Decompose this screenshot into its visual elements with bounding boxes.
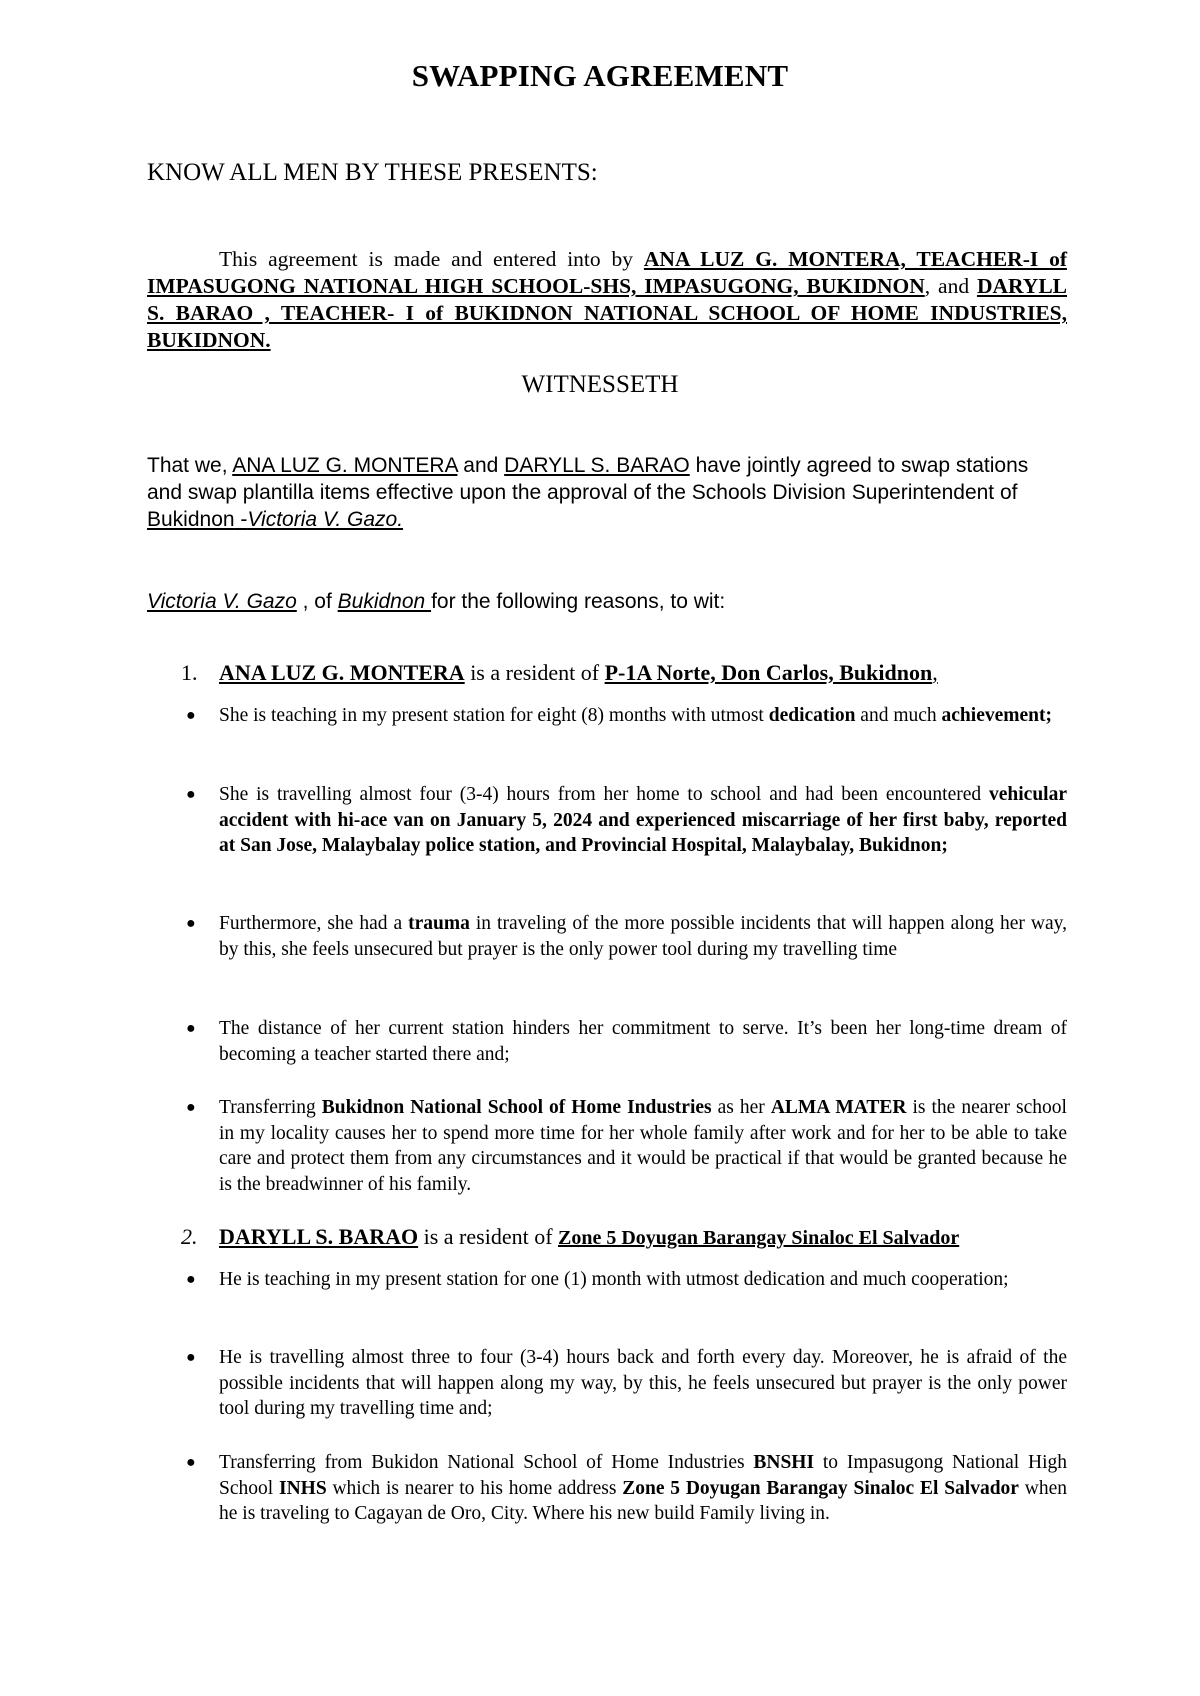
bullet-text-part: She is teaching in my present station for eight (8) months with utmost bbox=[219, 705, 769, 726]
agreement-name-1: ANA LUZ G. MONTERA bbox=[232, 454, 458, 477]
agreement-text-2: and bbox=[457, 454, 505, 477]
intro-text-2: , and bbox=[924, 274, 977, 298]
item-residence: Zone 5 Doyugan Barangay Sinaloc El Salvador bbox=[558, 1227, 960, 1249]
bullet-icon: ● bbox=[186, 1271, 196, 1288]
bullet-text bbox=[219, 1267, 1067, 1293]
bullet-bold-part: vehicular accident with hi-ace van on January 5, 2024 and experienced miscarriage of her first baby, reported at San Jose, Malaybalay police station, and Provincial Hospital, Malaybalay, Bukidnon; bbox=[219, 784, 1067, 856]
bullet-item bbox=[186, 1450, 1067, 1527]
bullet-icon: ● bbox=[186, 1099, 196, 1116]
agreement-name-2: DARYLL S. BARAO bbox=[504, 454, 690, 477]
reasons-line bbox=[147, 588, 1067, 615]
agreement-sds: Victoria V. Gazo. bbox=[247, 508, 404, 531]
bullet-text-part: in traveling of the more possible incidents that will happen along her way, by this, she feels unsecured but prayer is the only power tool during my travelling time bbox=[219, 913, 1067, 960]
agreement-paragraph bbox=[147, 452, 1067, 533]
bullet-bold-part: BNSHI bbox=[753, 1452, 815, 1473]
item-name: DARYLL S. BARAO bbox=[219, 1224, 419, 1249]
bullet-bold-part: Bukidnon National School of Home Industries bbox=[321, 1097, 712, 1118]
bullet-item bbox=[186, 1016, 1067, 1067]
bullet-icon: ● bbox=[186, 786, 196, 803]
bullet-bold-part: Zone 5 Doyugan Barangay Sinaloc El Salvador bbox=[622, 1477, 1019, 1499]
bullet-item bbox=[186, 1345, 1067, 1422]
bullet-icon: ● bbox=[186, 915, 196, 932]
item-name: ANA LUZ G. MONTERA bbox=[219, 660, 465, 685]
bullet-text-part: is the nearer school in my locality causes her to spend more time for her whole family after work and for her to be able to take care and protect them from any circumstances and it would be practical if that would be granted because he is the breadwinner of his family. bbox=[219, 1097, 1067, 1195]
bullet-bold-part: dedication bbox=[768, 705, 856, 726]
bullet-bold-part: INHS bbox=[278, 1477, 327, 1499]
reason-item-1 bbox=[181, 660, 1081, 686]
bullet-item bbox=[186, 703, 1067, 729]
agreement-place: Bukidnon bbox=[147, 508, 235, 531]
bullet-bold-part: trauma bbox=[408, 913, 470, 934]
party2-designation: DARYLL S. BARAO , TEACHER- I of BUKIDNON NATIONAL SCHOOL OF HOME INDUSTRIES, BUKIDNON. bbox=[147, 274, 1067, 352]
agreement-text-3: have jointly agreed to swap stations and swap plantilla items effective upon the approval of the Schools Division Superintendent of bbox=[147, 454, 1029, 504]
bullet-text bbox=[219, 1095, 1067, 1197]
bullet-text bbox=[219, 1345, 1067, 1422]
bullet-item bbox=[186, 782, 1067, 859]
intro-text-1: This agreement is made and entered into by bbox=[219, 247, 644, 271]
reason-item-2 bbox=[181, 1224, 1081, 1250]
bullet-text-part: He is travelling almost three to four (3-4) hours back and forth every day. Moreover, he is afraid of the possible incidents that will happen along my way, by this, he feels unsecured but prayer is the only power tool during my travelling time and; bbox=[219, 1347, 1067, 1419]
bullet-text-part: She is travelling almost four (3-4) hours from her home to school and had been encountered bbox=[219, 784, 989, 805]
document-title: SWAPPING AGREEMENT bbox=[411, 58, 789, 93]
reasons-place: Bukidnon bbox=[337, 590, 432, 613]
bullet-text-part: Transferring bbox=[219, 1097, 322, 1118]
item-text: is a resident of bbox=[464, 660, 605, 685]
bullet-text bbox=[219, 1016, 1067, 1067]
item-number: 1. bbox=[181, 660, 198, 685]
bullet-text-part: which is nearer to his home address bbox=[326, 1477, 623, 1499]
bullet-text bbox=[219, 782, 1067, 859]
item-end: , bbox=[932, 660, 938, 685]
bullet-item bbox=[186, 1267, 1067, 1293]
bullet-text-part: and much bbox=[855, 705, 942, 726]
reasons-text-2: for the following reasons, to wit: bbox=[431, 590, 726, 613]
witnesseth-heading: WITNESSETH bbox=[521, 371, 679, 398]
item-residence: P-1A Norte, Don Carlos, Bukidnon bbox=[604, 660, 933, 685]
know-all-men-heading: KNOW ALL MEN BY THESE PRESENTS: bbox=[147, 159, 598, 186]
bullet-icon: ● bbox=[186, 1020, 196, 1037]
item-text: is a resident of bbox=[418, 1224, 559, 1249]
reasons-sds: Victoria V. Gazo bbox=[147, 590, 297, 613]
bullet-bold-part: ALMA MATER bbox=[770, 1097, 907, 1118]
item-number: 2. bbox=[181, 1224, 198, 1249]
bullet-text-part: as her bbox=[711, 1097, 771, 1118]
bullet-icon: ● bbox=[186, 1349, 196, 1366]
bullet-text bbox=[219, 1450, 1067, 1527]
bullet-bold-part: achievement; bbox=[941, 705, 1052, 726]
bullet-text-part: The distance of her current station hinders her commitment to serve. It’s been her long-time dream of becoming a teacher started there and; bbox=[219, 1018, 1067, 1065]
agreement-text-4: - bbox=[234, 508, 248, 531]
reasons-text-1: , of bbox=[296, 590, 338, 613]
bullet-text-part: Transferring from Bukidon National School of Home Industries bbox=[219, 1452, 754, 1473]
bullet-text-part: Furthermore, she had a bbox=[219, 913, 409, 934]
bullet-text-part: when he is traveling to Cagayan de Oro, City. Where his new build Family living in. bbox=[219, 1477, 1068, 1524]
bullet-text-part: to Impasugong National High School bbox=[219, 1452, 1067, 1499]
bullet-item bbox=[186, 911, 1067, 962]
party1-designation: ANA LUZ G. MONTERA, TEACHER-I of IMPASUGONG NATIONAL HIGH SCHOOL-SHS, IMPASUGONG, BUKIDNON bbox=[147, 247, 1067, 298]
bullet-item bbox=[186, 1095, 1067, 1197]
agreement-text-1: That we, bbox=[147, 454, 233, 477]
intro-paragraph bbox=[147, 246, 1067, 354]
bullet-text bbox=[219, 911, 1067, 962]
bullet-text bbox=[219, 703, 1067, 729]
bullet-icon: ● bbox=[186, 707, 196, 724]
bullet-icon: ● bbox=[186, 1454, 196, 1471]
bullet-text-part: He is teaching in my present station for one (1) month with utmost dedication and much cooperation; bbox=[219, 1269, 1009, 1290]
